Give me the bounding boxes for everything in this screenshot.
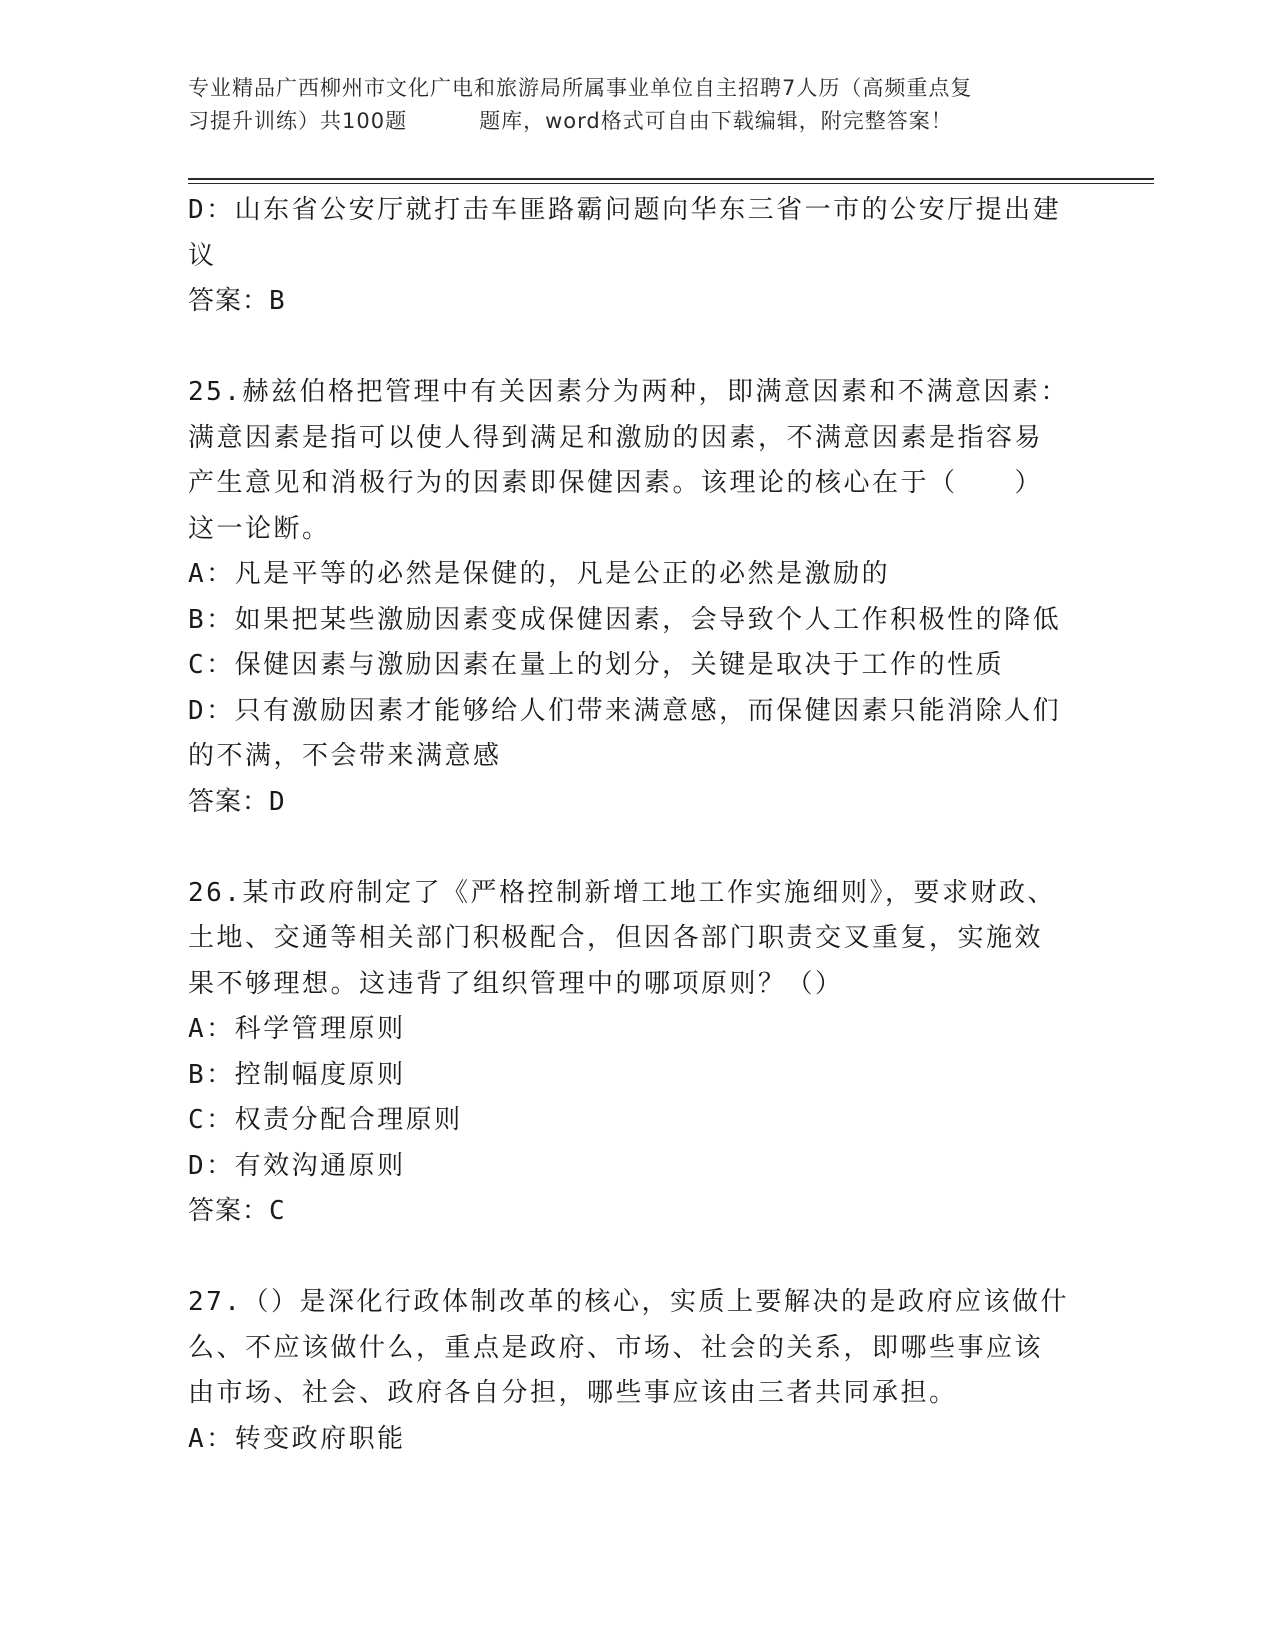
question-text-line: 这一论断。 xyxy=(188,513,331,544)
question-text-line: 26.某市政府制定了《严格控制新增工地工作实施细则》，要求财政、 xyxy=(188,877,1056,908)
header-divider-thin xyxy=(188,183,1154,184)
question-text-line: 果不够理想。这违背了组织管理中的哪项原则？（） xyxy=(188,968,844,999)
option-c: C：权责分配合理原则 xyxy=(188,1105,463,1135)
document-body xyxy=(188,188,1088,1462)
question-text-line: 满意因素是指可以使人得到满足和激励的因素，不满意因素是指容易 xyxy=(188,422,1044,453)
text-line: D：山东省公安厅就打击车匪路霸问题向华东三省一市的公安厅提出建 xyxy=(188,195,1062,225)
option-b: B：如果把某些激励因素变成保健因素，会导致个人工作积极性的降低 xyxy=(188,604,1062,635)
option-d: D：有效沟通原则 xyxy=(188,1150,406,1181)
option-d: D：只有激励因素才能够给人们带来满意感，而保健因素只能消除人们 xyxy=(188,695,1062,726)
document-header xyxy=(188,72,1088,138)
header-line-2-right: 题库，word格式可自由下载编辑，附完整答案！ xyxy=(479,109,953,133)
option-b: B：控制幅度原则 xyxy=(188,1059,406,1090)
option-c: C：保健因素与激励因素在量上的划分，关键是取决于工作的性质 xyxy=(188,650,1005,680)
question-text-line: 25.赫兹伯格把管理中有关因素分为两种，即满意因素和不满意因素： xyxy=(188,377,1069,407)
question-text-line: 土地、交通等相关部门积极配合，但因各部门职责交叉重复，实施效 xyxy=(188,923,1044,953)
header-line-2-left: 习提升训练）共100题 xyxy=(188,109,408,133)
text-line: 议 xyxy=(188,240,217,271)
question-block-25 xyxy=(188,370,1088,825)
option-a: A：转变政府职能 xyxy=(188,1423,406,1454)
header-line-1: 专业精品广西柳州市文化广电和旅游局所属事业单位自主招聘7人历（高频重点复 xyxy=(188,76,973,100)
option-d-continued: 的不满，不会带来满意感 xyxy=(188,741,502,771)
option-a: A：科学管理原则 xyxy=(188,1014,406,1044)
question-block-27 xyxy=(188,1280,1088,1462)
question-text-line: 产生意见和消极行为的因素即保健因素。该理论的核心在于（ ） xyxy=(188,468,1044,498)
question-text-line: 27.（）是深化行政体制改革的核心，实质上要解决的是政府应该做什 xyxy=(188,1287,1069,1317)
question-text-line: 么、不应该做什么，重点是政府、市场、社会的关系，即哪些事应该 xyxy=(188,1332,1044,1363)
question-text-line: 由市场、社会、政府各自分担，哪些事应该由三者共同承担。 xyxy=(188,1378,958,1408)
block-spacer xyxy=(188,825,1088,871)
answer-line: 答案：D xyxy=(188,786,286,817)
answer-line: 答案：C xyxy=(188,1196,286,1226)
header-line-2 xyxy=(188,105,1088,138)
question-block-26 xyxy=(188,871,1088,1235)
question-block-24-tail xyxy=(188,188,1088,325)
option-a: A：凡是平等的必然是保健的，凡是公正的必然是激励的 xyxy=(188,559,891,589)
header-divider-thick xyxy=(188,178,1154,180)
block-spacer xyxy=(188,1235,1088,1281)
answer-line: 答案：B xyxy=(188,286,286,316)
block-spacer xyxy=(188,325,1088,371)
